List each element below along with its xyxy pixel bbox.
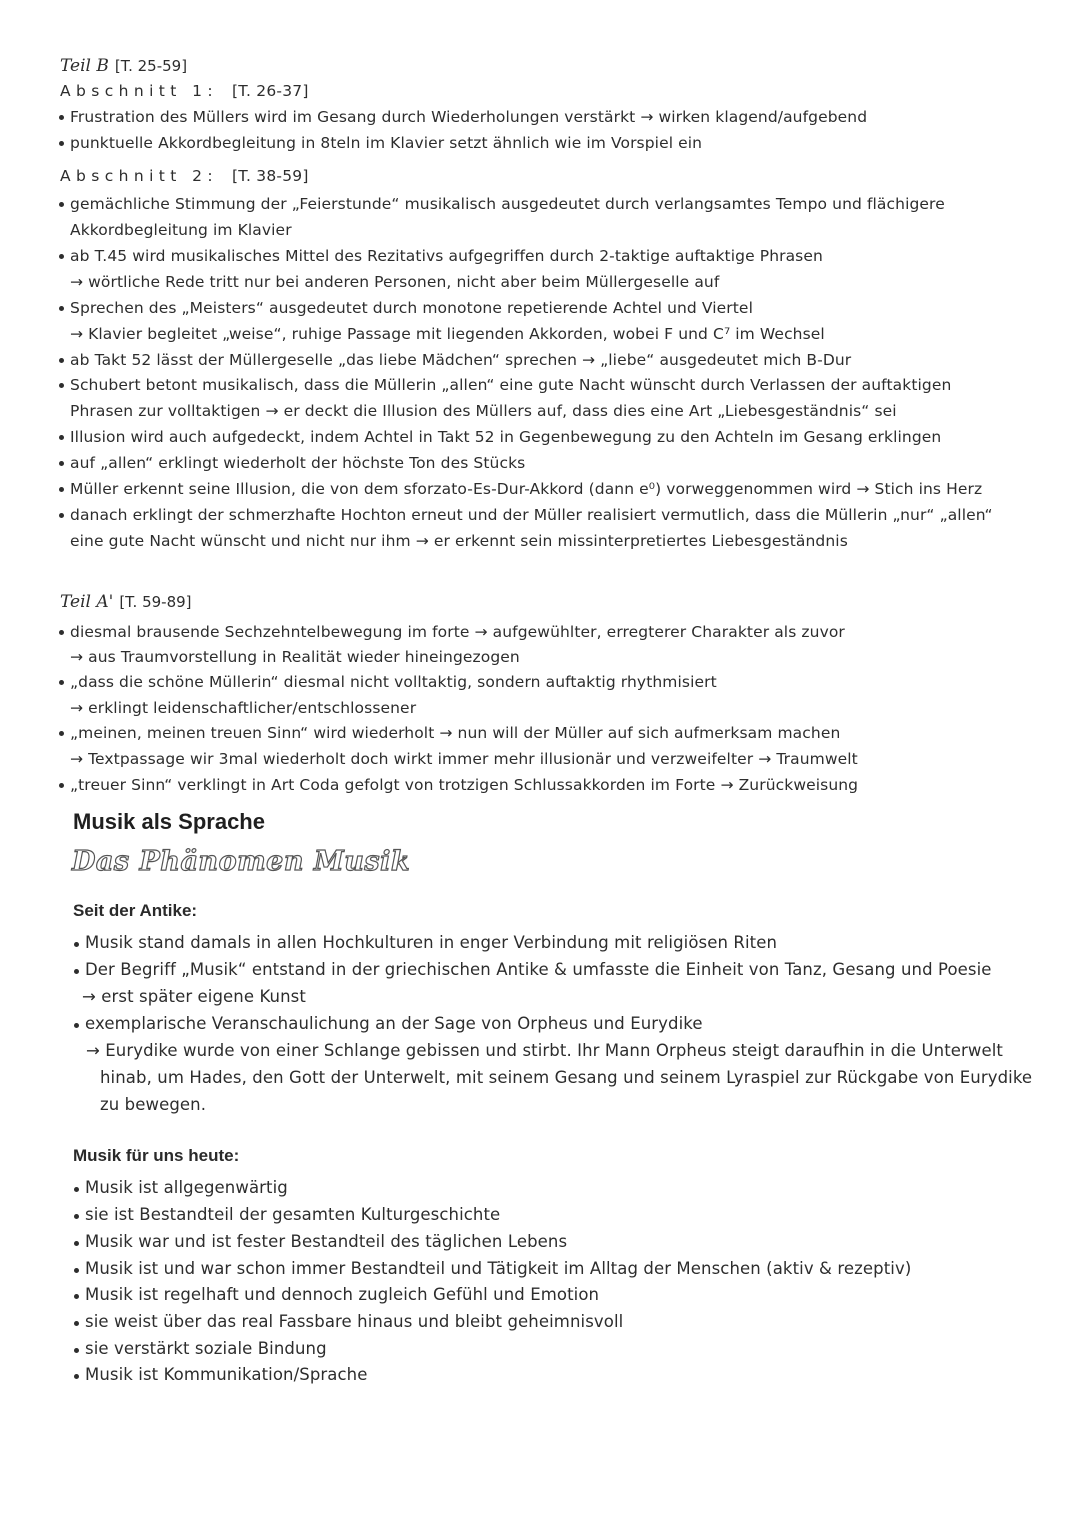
abschnitt-2-heading xyxy=(60,166,309,186)
list-item: sie verstärkt soziale Bindung xyxy=(85,1339,327,1358)
list-item-continuation: hinab, um Hades, den Gott der Unterwelt, mit seinem Gesang und seinem Lyraspiel zur Rückgabe von Eurydike xyxy=(100,1068,1033,1087)
teil-a2-heading xyxy=(60,592,192,612)
abschnitt-2-title: Abschnitt 2: xyxy=(60,167,218,185)
list-item: sie ist Bestandteil der gesamten Kulturgeschichte xyxy=(85,1205,501,1224)
list-item-continuation: eine gute Nacht wünscht und nicht nur ihm → er erkennt sein missinterpretiertes Liebesgeständnis xyxy=(70,532,848,550)
list-item: exemplarische Veranschaulichung an der Sage von Orpheus und Eurydike xyxy=(85,1014,703,1033)
list-item: diesmal brausende Sechzehntelbewegung im forte → aufgewühlter, erregterer Charakter als zuvor xyxy=(70,623,845,641)
list-item-continuation: → aus Traumvorstellung in Realität wieder hineingezogen xyxy=(70,648,520,666)
list-item: Musik war und ist fester Bestandteil des täglichen Lebens xyxy=(85,1232,568,1251)
antike-heading: Seit der Antike: xyxy=(73,901,198,920)
teil-a2-title: Teil A' xyxy=(60,592,114,612)
list-item: Sprechen des „Meisters“ ausgedeutet durch monotone repetierende Achtel und Viertel xyxy=(70,299,753,317)
list-item-continuation: → wörtliche Rede tritt nur bei anderen Personen, nicht aber beim Müllergeselle auf xyxy=(70,273,720,291)
list-item: „treuer Sinn“ verklingt in Art Coda gefolgt von trotzigen Schlussakkorden im Forte → Zurückweisung xyxy=(70,776,859,794)
list-item-continuation: → Klavier begleitet „weise“, ruhige Passage mit liegenden Akkorden, wobei F und C⁷ im Wechsel xyxy=(70,325,825,343)
abschnitt-1-title: Abschnitt 1: xyxy=(60,82,218,100)
list-item-continuation: zu bewegen. xyxy=(100,1095,207,1114)
list-item: „meinen, meinen treuen Sinn“ wird wiederholt → nun will der Müller auf sich aufmerksam machen xyxy=(70,724,841,742)
list-item-continuation: → Textpassage wir 3mal wiederholt doch wirkt immer mehr illusionär und verzweifelter → Traumwelt xyxy=(70,750,858,768)
abschnitt-1-ref: [T. 26-37] xyxy=(231,82,309,100)
list-item: Musik ist Kommunikation/Sprache xyxy=(85,1365,368,1384)
list-item: ab T.45 wird musikalisches Mittel des Rezitativs aufgegriffen durch 2-taktige auftaktige Phrasen xyxy=(70,247,823,265)
list-item: Illusion wird auch aufgedeckt, indem Achtel in Takt 52 in Gegenbewegung zu den Achteln im Gesang erklingen xyxy=(70,428,942,446)
list-item: Musik ist und war schon immer Bestandteil und Tätigkeit im Alltag der Menschen (aktiv & rezeptiv) xyxy=(85,1259,912,1278)
abschnitt-1-heading xyxy=(60,81,309,101)
teil-a2-ref: [T. 59-89] xyxy=(119,593,192,611)
heute-heading: Musik für uns heute: xyxy=(73,1146,240,1165)
list-item: Frustration des Müllers wird im Gesang durch Wiederholungen verstärkt → wirken klagend/aufgebend xyxy=(70,108,868,126)
list-item: Der Begriff „Musik“ entstand in der griechischen Antike & umfasste die Einheit von Tanz, Gesang und Poesie xyxy=(85,960,992,979)
teil-b-heading xyxy=(60,56,187,76)
list-item: auf „allen“ erklingt wiederholt der höchste Ton des Stücks xyxy=(70,454,526,472)
section-title: Das Phänomen Musik xyxy=(72,846,411,877)
list-item: „dass die schöne Müllerin“ diesmal nicht volltaktig, sondern auftaktig rhythmisiert xyxy=(70,673,717,691)
list-item-continuation: Phrasen zur volltaktigen → er deckt die Illusion des Müllers auf, dass dies eine Art „Liebesgeständnis“ sei xyxy=(70,402,897,420)
list-item: punktuelle Akkordbegleitung in 8teln im Klavier setzt ähnlich wie im Vorspiel ein xyxy=(70,134,703,152)
list-item: sie weist über das real Fassbare hinaus und bleibt geheimnisvoll xyxy=(85,1312,624,1331)
list-item-continuation: Akkordbegleitung im Klavier xyxy=(70,221,292,239)
teil-b-title: Teil B xyxy=(60,56,109,76)
list-item-continuation: → Eurydike wurde von einer Schlange gebissen und stirbt. Ihr Mann Orpheus steigt daraufhin in die Unterwelt xyxy=(86,1041,1003,1060)
list-item: Schubert betont musikalisch, dass die Müllerin „allen“ eine gute Nacht wünscht durch Verlassen der auftaktigen xyxy=(70,376,952,394)
list-item: gemächliche Stimmung der „Feierstunde“ musikalisch ausgedeutet durch verlangsamtes Tempo und flächigere xyxy=(70,195,945,213)
list-item-continuation: → erklingt leidenschaftlicher/entschlossener xyxy=(70,699,417,717)
list-item: Musik ist allgegenwärtig xyxy=(85,1178,288,1197)
list-item: Müller erkennt seine Illusion, die von dem sforzato-Es-Dur-Akkord (dann e⁰) vorweggenommen wird → Stich ins Herz xyxy=(70,480,983,498)
abschnitt-2-ref: [T. 38-59] xyxy=(231,167,309,185)
list-item: Musik stand damals in allen Hochkulturen in enger Verbindung mit religiösen Riten xyxy=(85,933,778,952)
list-item: Musik ist regelhaft und dennoch zugleich Gefühl und Emotion xyxy=(85,1285,600,1304)
list-item-continuation: → erst später eigene Kunst xyxy=(82,987,306,1006)
list-item: ab Takt 52 lässt der Müllergeselle „das liebe Mädchen“ sprechen → „liebe“ ausgedeutet mich B-Dur xyxy=(70,351,852,369)
page-title: Musik als Sprache xyxy=(73,809,265,834)
teil-b-ref: [T. 25-59] xyxy=(114,57,188,75)
list-item: danach erklingt der schmerzhafte Hochton erneut und der Müller realisiert vermutlich, dass die Müllerin „nur“ „allen“ xyxy=(70,506,993,524)
